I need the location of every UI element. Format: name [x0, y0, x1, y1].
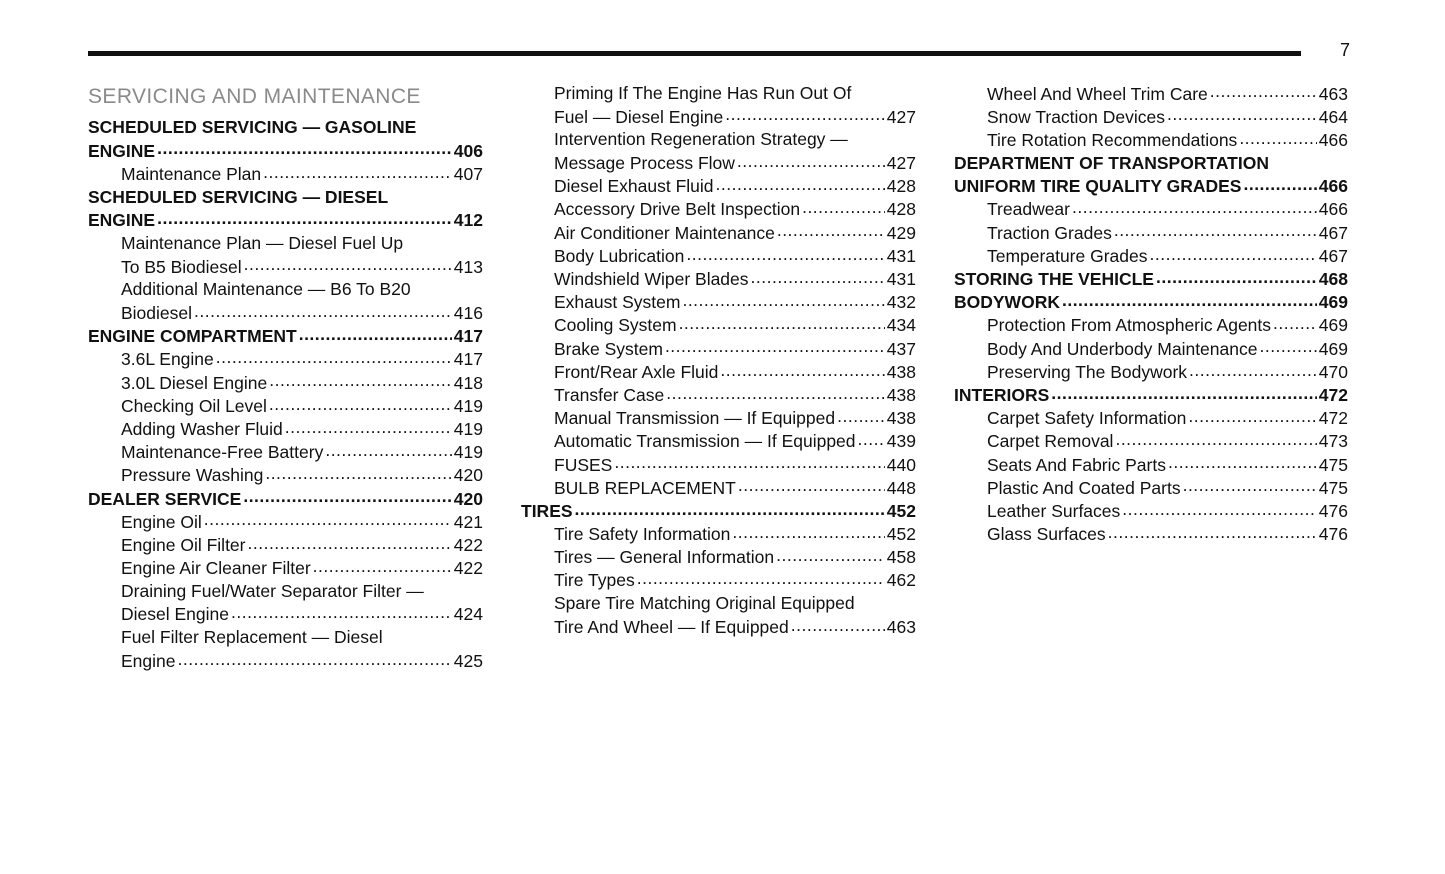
- toc-entry: [954, 430, 1348, 453]
- toc-entry: [88, 649, 483, 672]
- dot-leader: [1259, 337, 1316, 355]
- toc-entry: [954, 105, 1348, 128]
- toc-entry: [88, 232, 483, 255]
- dot-leader: [720, 360, 884, 378]
- toc-entry-page: 438: [886, 408, 916, 429]
- dot-leader: [216, 348, 452, 366]
- toc-entry-page: 437: [886, 338, 916, 359]
- toc-entry-label: Transfer Case: [554, 384, 665, 405]
- dot-leader: [1150, 244, 1317, 262]
- toc-entry-label: Message Process Flow: [554, 153, 735, 174]
- toc-entry-page: 469: [1318, 338, 1348, 359]
- toc-entry-label: Priming If The Engine Has Run Out Of: [554, 83, 852, 103]
- toc-entry-page: 418: [453, 372, 483, 393]
- toc-column-3: [954, 82, 1348, 546]
- toc-entry-label: Tire Rotation Recommendations: [987, 129, 1238, 150]
- toc-entry: [954, 152, 1348, 175]
- toc-entry-label: 3.6L Engine: [121, 349, 214, 370]
- dot-leader: [178, 649, 452, 667]
- toc-entry: [521, 546, 916, 569]
- toc-entry: [954, 407, 1348, 430]
- toc-entry-page: 417: [453, 349, 483, 370]
- toc-entry: [954, 314, 1348, 337]
- dot-leader: [204, 510, 452, 528]
- toc-entry: [88, 162, 483, 185]
- toc-entry: [521, 337, 916, 360]
- toc-entry: [88, 557, 483, 580]
- dot-leader: [1115, 430, 1316, 448]
- toc-entry-page: 422: [453, 534, 483, 555]
- toc-entry: [88, 209, 483, 232]
- toc-entry-label: Brake System: [554, 338, 663, 359]
- toc-entry-label: Automatic Transmission — If Equipped: [554, 431, 856, 452]
- toc-entry: [521, 430, 916, 453]
- toc-entry-page: 428: [886, 176, 916, 197]
- toc-entry: [521, 499, 916, 522]
- toc-entry-page: 467: [1318, 245, 1348, 266]
- toc-entry: [521, 615, 916, 638]
- toc-entry-page: 432: [886, 292, 916, 313]
- dot-leader: [157, 209, 452, 227]
- toc-entry-label: Tire Safety Information: [554, 524, 731, 545]
- dot-leader: [791, 615, 885, 633]
- toc-entry: [88, 510, 483, 533]
- dot-leader: [1156, 268, 1317, 286]
- toc-entry-label: BULB REPLACEMENT: [554, 477, 736, 498]
- toc-entry-label: Biodiesel: [121, 303, 193, 323]
- toc-entry-label: INTERIORS: [954, 384, 1050, 405]
- toc-entry: [88, 255, 483, 278]
- toc-entry-label: Tires — General Information: [554, 547, 775, 568]
- toc-entry: [88, 580, 483, 603]
- toc-entry-label: BODYWORK: [954, 292, 1060, 313]
- toc-entry-page: 421: [453, 511, 483, 532]
- toc-entry: [954, 453, 1348, 476]
- toc-entry: [954, 82, 1348, 105]
- toc-entry: [88, 417, 483, 440]
- dot-leader: [737, 152, 885, 170]
- toc-entry-page: 431: [886, 269, 916, 289]
- toc-entry: [521, 291, 916, 314]
- toc-entry: [521, 198, 916, 221]
- toc-entry-label: Accessory Drive Belt Inspection: [554, 199, 801, 220]
- toc-entry-page: 422: [453, 558, 483, 579]
- toc-entry-label: Adding Washer Fluid: [121, 418, 283, 439]
- toc-entry: [88, 441, 483, 464]
- toc-entry-label: Treadwear: [987, 199, 1070, 220]
- toc-entry: [88, 139, 483, 162]
- dot-leader: [665, 337, 885, 355]
- dot-leader: [285, 417, 452, 435]
- toc-entry: [954, 476, 1348, 499]
- toc-entry: [954, 337, 1348, 360]
- toc-entry-label: ENGINE: [88, 140, 156, 161]
- toc-entry-page: 420: [453, 488, 483, 509]
- header-rule: [88, 51, 1301, 56]
- toc-entry-page: 425: [453, 650, 483, 671]
- dot-leader: [802, 198, 885, 216]
- toc-entry-label: Windshield Wiper Blades: [554, 269, 749, 289]
- dot-leader: [1273, 314, 1317, 332]
- toc-entry-page: 429: [886, 222, 916, 243]
- dot-leader: [1051, 383, 1317, 401]
- toc-entry-label: Draining Fuel/Water Separator Filter —: [121, 580, 424, 601]
- toc-entry-page: 431: [886, 245, 916, 266]
- toc-entry-page: 452: [886, 524, 916, 545]
- toc-entry: [954, 499, 1348, 522]
- dot-leader: [325, 441, 451, 459]
- toc-entry-page: 440: [886, 454, 916, 475]
- dot-leader: [738, 476, 885, 494]
- toc-entry: [521, 453, 916, 476]
- toc-entry-label: Traction Grades: [987, 222, 1112, 243]
- dot-leader: [1108, 523, 1317, 541]
- toc-entry-label: Leather Surfaces: [987, 500, 1121, 521]
- toc-entry-page: 467: [1318, 222, 1348, 243]
- dot-leader: [231, 603, 452, 621]
- toc-entry-page: 438: [886, 384, 916, 405]
- toc-entry-label: To B5 Biodiesel: [121, 256, 242, 277]
- toc-entry: [954, 383, 1348, 406]
- toc-entry: [521, 221, 916, 244]
- toc-entry-label: Exhaust System: [554, 292, 681, 313]
- toc-entry: [88, 487, 483, 510]
- toc-entry-page: 466: [1318, 129, 1348, 150]
- dot-leader: [858, 430, 885, 448]
- toc-entry-label: SCHEDULED SERVICING — GASOLINE: [88, 117, 417, 137]
- toc-entry-label: Protection From Atmospheric Agents: [987, 315, 1272, 336]
- toc-entry-label: Engine Oil Filter: [121, 534, 246, 555]
- dot-leader: [244, 255, 452, 273]
- toc-entry: [521, 268, 916, 291]
- toc-entry-label: SCHEDULED SERVICING — DIESEL: [88, 186, 389, 207]
- toc-entry-page: 427: [886, 153, 916, 174]
- dot-leader: [686, 244, 884, 262]
- dot-leader: [614, 453, 884, 471]
- toc-entry-page: 470: [1318, 361, 1348, 382]
- toc-entry-label: Body Lubrication: [554, 245, 685, 266]
- dot-leader: [1188, 407, 1316, 425]
- toc-column-2: [521, 82, 916, 639]
- toc-entry-page: 469: [1318, 315, 1348, 336]
- toc-entry-label: Fuel Filter Replacement — Diesel: [121, 627, 383, 648]
- toc-entry-label: Tire Types: [554, 570, 635, 591]
- toc-entry-page: 424: [453, 604, 483, 625]
- toc-entry-page: 434: [886, 315, 916, 336]
- toc-entry-label: FUSES: [554, 454, 613, 475]
- dot-leader: [751, 268, 885, 286]
- dot-leader: [682, 291, 884, 309]
- toc-entry-label: DEPARTMENT OF TRANSPORTATION: [954, 152, 1269, 173]
- toc-entry: [88, 116, 483, 139]
- dot-leader: [716, 175, 885, 193]
- toc-entry-page: 428: [886, 199, 916, 220]
- dot-leader: [1114, 221, 1317, 239]
- toc-entry-page: 476: [1318, 524, 1348, 545]
- toc-entry: [88, 394, 483, 417]
- toc-entry: [954, 291, 1348, 314]
- toc-entry-page: 466: [1318, 199, 1348, 220]
- toc-entry-label: Intervention Regeneration Strategy —: [554, 129, 848, 150]
- toc-entry: [521, 476, 916, 499]
- toc-entry: [521, 523, 916, 546]
- toc-entry-label: Maintenance Plan: [121, 163, 262, 184]
- dot-leader: [1183, 476, 1317, 494]
- toc-entry: [521, 592, 916, 615]
- dot-leader: [666, 383, 885, 401]
- toc-entry-label: 3.0L Diesel Engine: [121, 372, 268, 393]
- toc-entry-label: Additional Maintenance — B6 To B20: [121, 279, 411, 300]
- toc-entry-page: 472: [1318, 384, 1348, 405]
- toc-entry-page: 473: [1318, 431, 1348, 452]
- toc-entry-page: 419: [453, 442, 483, 463]
- toc-entry-page: 448: [886, 477, 916, 498]
- toc-entry-page: 463: [1318, 83, 1348, 104]
- toc-entry-label: DEALER SERVICE: [88, 488, 242, 509]
- toc-entry-label: Diesel Exhaust Fluid: [554, 176, 714, 197]
- dot-leader: [194, 302, 452, 320]
- toc-entry-label: Engine Air Cleaner Filter: [121, 558, 311, 579]
- toc-entry: [954, 523, 1348, 546]
- toc-entry: [954, 128, 1348, 151]
- toc-entry: [954, 360, 1348, 383]
- toc-entry-page: 406: [453, 140, 483, 161]
- dot-leader: [1189, 360, 1317, 378]
- toc-entry-page: 458: [886, 547, 916, 568]
- dot-leader: [732, 523, 884, 541]
- toc-entry-page: 462: [886, 570, 916, 591]
- dot-leader: [1168, 453, 1317, 471]
- toc-entry-label: Plastic And Coated Parts: [987, 477, 1181, 498]
- toc-entry-page: 420: [453, 465, 483, 486]
- toc-entry-label: UNIFORM TIRE QUALITY GRADES: [954, 176, 1242, 197]
- toc-entry: [954, 244, 1348, 267]
- toc-entry-page: 413: [453, 256, 483, 277]
- toc-entry: [88, 626, 483, 649]
- toc-entry-label: Checking Oil Level: [121, 395, 267, 416]
- toc-entry: [521, 152, 916, 175]
- toc-entry-page: 472: [1318, 408, 1348, 429]
- toc-entry-page: 416: [453, 303, 483, 323]
- toc-entry-page: 438: [886, 361, 916, 382]
- dot-leader: [1062, 291, 1317, 309]
- toc-entry: [954, 175, 1348, 198]
- dot-leader: [313, 557, 452, 575]
- toc-entry-label: Maintenance Plan — Diesel Fuel Up: [121, 232, 404, 253]
- toc-entry-page: 407: [453, 163, 483, 184]
- toc-entry: [521, 314, 916, 337]
- toc-entry-page: 476: [1318, 500, 1348, 521]
- toc-entry-label: ENGINE COMPARTMENT: [88, 326, 297, 347]
- dot-leader: [575, 499, 885, 517]
- toc-entry: [88, 302, 483, 325]
- toc-entry: [88, 533, 483, 556]
- toc-entry-page: 412: [453, 210, 483, 231]
- toc-entry: [88, 348, 483, 371]
- dot-leader: [157, 139, 452, 157]
- toc-entry-label: Glass Surfaces: [987, 524, 1106, 545]
- dot-leader: [1210, 82, 1317, 100]
- toc-column-1: [88, 82, 483, 673]
- toc-entry: [954, 198, 1348, 221]
- toc-entry-label: Carpet Safety Information: [987, 408, 1187, 429]
- section-title: SERVICING AND MAINTENANCE: [88, 85, 421, 108]
- dot-leader: [1072, 198, 1317, 216]
- toc-entry: [88, 278, 483, 301]
- toc-entry-label: Temperature Grades: [987, 245, 1148, 266]
- toc-entry-label: Tire And Wheel — If Equipped: [554, 616, 789, 637]
- toc-entry-label: TIRES: [521, 500, 573, 521]
- toc-entry: [521, 360, 916, 383]
- toc-entry-page: 468: [1318, 269, 1348, 289]
- toc-entry-label: Wheel And Wheel Trim Care: [987, 83, 1208, 104]
- dot-leader: [243, 487, 451, 505]
- dot-leader: [265, 464, 451, 482]
- toc-entry: [954, 268, 1348, 291]
- toc-entry: [521, 383, 916, 406]
- toc-entry-label: Pressure Washing: [121, 465, 264, 486]
- toc-entry-page: 469: [1318, 292, 1348, 313]
- dot-leader: [679, 314, 885, 332]
- dot-leader: [1239, 128, 1316, 146]
- toc-entry-label: Manual Transmission — If Equipped: [554, 408, 836, 429]
- toc-entry-page: 427: [886, 106, 916, 127]
- dot-leader: [777, 221, 885, 239]
- dot-leader: [1243, 175, 1316, 193]
- dot-leader: [263, 162, 452, 180]
- dot-leader: [637, 569, 885, 587]
- toc-entry: [954, 221, 1348, 244]
- dot-leader: [299, 325, 452, 343]
- toc-entry: [88, 186, 483, 209]
- dot-leader: [248, 533, 452, 551]
- toc-entry-page: 475: [1318, 477, 1348, 498]
- toc-entry-page: 452: [886, 500, 916, 521]
- toc-entry-label: Maintenance-Free Battery: [121, 442, 324, 463]
- toc-entry: [521, 175, 916, 198]
- dot-leader: [269, 394, 452, 412]
- toc-entry-label: Snow Traction Devices: [987, 106, 1165, 127]
- toc-entry-label: Fuel — Diesel Engine: [554, 106, 724, 127]
- toc-entry: [521, 569, 916, 592]
- dot-leader: [1167, 105, 1317, 123]
- toc-entry: [521, 105, 916, 128]
- toc-entry-label: Body And Underbody Maintenance: [987, 338, 1258, 359]
- toc-entry-label: STORING THE VEHICLE: [954, 269, 1154, 289]
- toc-entry-label: Preserving The Bodywork: [987, 361, 1188, 382]
- toc-entry-page: 475: [1318, 454, 1348, 475]
- toc-entry-label: Spare Tire Matching Original Equipped: [554, 593, 855, 614]
- toc-entry-label: Cooling System: [554, 315, 677, 336]
- dot-leader: [725, 105, 885, 123]
- toc-entry-page: 464: [1318, 106, 1348, 127]
- toc-entry-label: Diesel Engine: [121, 604, 229, 625]
- toc-entry-page: 466: [1318, 176, 1348, 197]
- toc-entry-page: 419: [453, 418, 483, 439]
- toc-entry-label: Engine Oil: [121, 511, 202, 532]
- toc-entry-label: Front/Rear Axle Fluid: [554, 361, 719, 382]
- toc-entry: [521, 407, 916, 430]
- toc-entry: [521, 82, 916, 105]
- toc-entry: [521, 128, 916, 151]
- toc-entry: [88, 325, 483, 348]
- toc-entry-label: ENGINE: [88, 210, 156, 231]
- toc-entry-label: Seats And Fabric Parts: [987, 454, 1166, 475]
- toc-entry: [88, 464, 483, 487]
- toc-entry-label: Engine: [121, 650, 176, 671]
- page-number: 7: [1340, 40, 1351, 60]
- dot-leader: [1122, 499, 1317, 517]
- toc-entry-page: 419: [453, 395, 483, 416]
- toc-entry: [88, 371, 483, 394]
- toc-entry-label: Air Conditioner Maintenance: [554, 222, 775, 243]
- toc-entry: [88, 603, 483, 626]
- toc-entry-page: 463: [886, 616, 916, 637]
- dot-leader: [776, 546, 885, 564]
- toc-entry-page: 417: [453, 326, 483, 347]
- toc-entry-page: 439: [886, 431, 916, 452]
- dot-leader: [837, 407, 885, 425]
- dot-leader: [269, 371, 452, 389]
- toc-entry: [521, 244, 916, 267]
- toc-entry-label: Carpet Removal: [987, 431, 1114, 452]
